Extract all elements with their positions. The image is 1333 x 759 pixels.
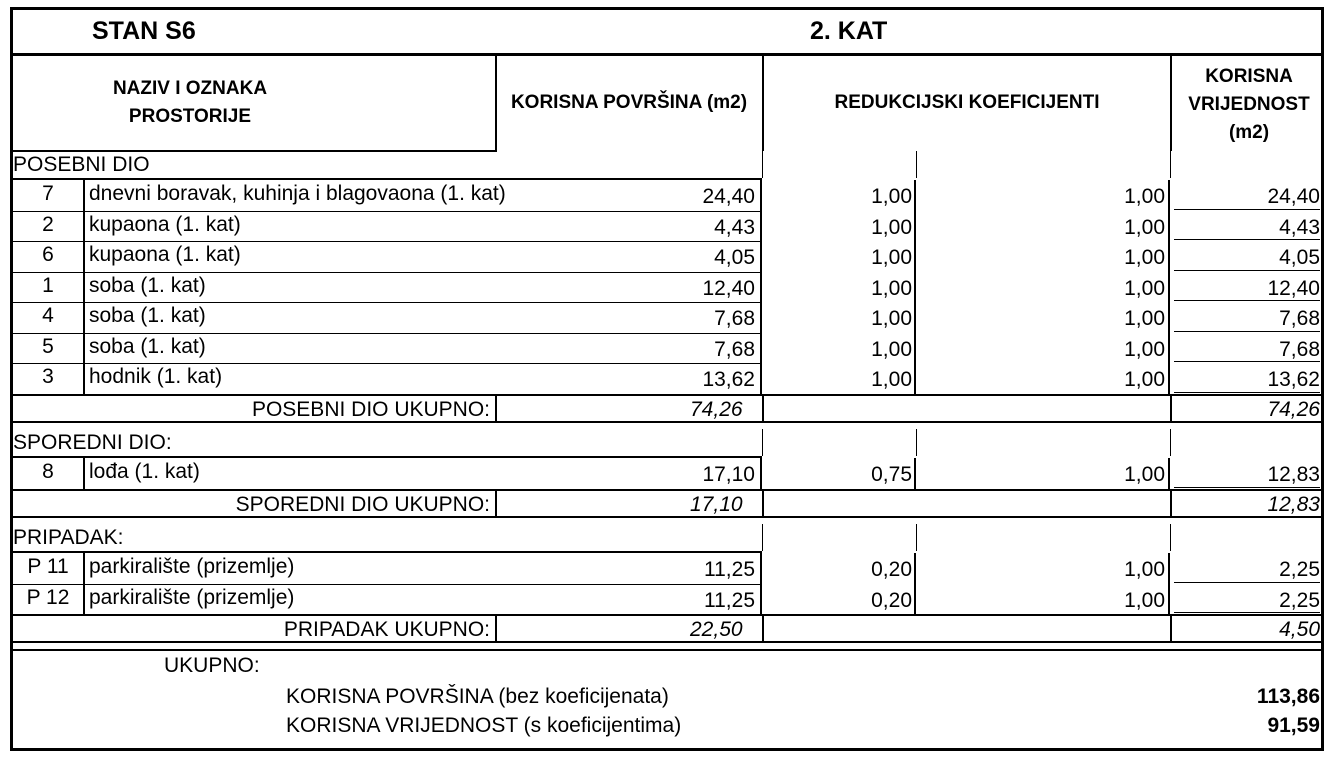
column-header-coef: REDUKCIJSKI KOEFICIJENTI	[834, 92, 1100, 113]
grid-line	[1174, 209, 1320, 210]
grid-line	[83, 180, 85, 211]
room-value: 4,05	[1279, 246, 1320, 269]
grid-line	[760, 363, 762, 394]
room-number: P 11	[27, 555, 69, 578]
section-title-border	[10, 178, 762, 180]
room-name: soba (1. kat)	[89, 304, 206, 327]
room-value: 2,25	[1279, 588, 1320, 612]
section-title: POSEBNI DIO	[13, 153, 150, 176]
outer-border-top	[10, 7, 1324, 10]
room-coef-1: 1,00	[871, 337, 912, 361]
grid-line	[1168, 458, 1170, 489]
grid-line	[1170, 429, 1171, 456]
room-number: P 12	[26, 585, 70, 609]
grid-line	[916, 524, 917, 551]
grid-line	[83, 211, 762, 212]
room-area: 11,25	[704, 558, 755, 581]
grid-line	[914, 363, 916, 394]
section-total-area: 74,26	[690, 397, 743, 421]
grid-line	[10, 211, 83, 212]
room-name: kupaona (1. kat)	[89, 212, 241, 236]
grid-line	[83, 272, 762, 273]
floor-title: 2. KAT	[810, 17, 888, 45]
total-row-border-bottom	[10, 421, 1324, 423]
room-coef-2: 1,00	[1124, 185, 1165, 208]
grid-line	[495, 614, 497, 642]
grid-line	[83, 333, 85, 364]
grid-line	[914, 302, 916, 333]
section-title-border	[10, 551, 762, 553]
room-number: 2	[42, 212, 54, 236]
section-title: SPOREDNI DIO:	[13, 431, 172, 454]
grid-line	[760, 211, 762, 242]
room-coef-2: 1,00	[1124, 558, 1165, 581]
room-number: 3	[42, 365, 54, 388]
grid-line	[914, 584, 916, 615]
grid-line	[762, 151, 763, 178]
room-number: 8	[42, 460, 54, 483]
room-coef-2: 1,00	[1124, 463, 1165, 486]
grid-line	[10, 333, 83, 334]
room-value: 24,40	[1267, 185, 1320, 208]
grid-line	[762, 394, 764, 422]
section-title-border	[10, 456, 762, 458]
grid-line	[83, 584, 762, 585]
room-value: 7,68	[1279, 337, 1320, 361]
grid-line	[83, 458, 85, 489]
room-value: 12,40	[1267, 276, 1320, 300]
room-value: 7,68	[1279, 307, 1320, 330]
section-total-value: 74,26	[1267, 397, 1320, 421]
room-area: 12,40	[702, 276, 755, 300]
grid-line	[1170, 614, 1172, 642]
column-header-value: KORISNA VRIJEDNOST (m2)	[1188, 66, 1310, 143]
grid-line	[1174, 612, 1320, 613]
unit-title: STAN S6	[92, 17, 196, 45]
grid-line	[83, 363, 762, 364]
grid-line	[83, 333, 762, 334]
room-area: 7,68	[714, 307, 755, 330]
room-value: 4,43	[1279, 215, 1320, 239]
section-total-label: PRIPADAK UKUPNO:	[283, 618, 490, 641]
grid-line	[1168, 180, 1170, 211]
grid-line	[914, 553, 916, 584]
room-value: 13,62	[1267, 368, 1320, 391]
grid-line	[495, 489, 497, 517]
grid-line	[83, 241, 762, 242]
title-row-border	[10, 53, 1324, 56]
grid-line	[83, 584, 85, 615]
grid-line	[914, 458, 916, 489]
grid-line	[760, 458, 762, 489]
room-coef-1: 1,00	[871, 307, 912, 330]
grid-line	[916, 429, 917, 456]
grid-line	[1170, 151, 1171, 178]
total-row-border-top	[10, 394, 1324, 396]
room-coef-1: 0,20	[871, 588, 912, 612]
grid-line	[10, 241, 83, 242]
header-bottom	[10, 150, 497, 152]
grid-line	[1168, 302, 1170, 333]
grid-line	[10, 363, 83, 364]
grid-line	[762, 429, 763, 456]
total-row-border-top	[10, 489, 1324, 491]
grid-line	[914, 272, 916, 303]
room-name: soba (1. kat)	[89, 334, 206, 358]
grid-line	[760, 272, 762, 303]
grid-line	[495, 394, 497, 422]
summary-title: UKUPNO:	[164, 654, 260, 677]
room-coef-2: 1,00	[1124, 588, 1165, 612]
grid-line	[1168, 584, 1170, 615]
grid-line	[1174, 361, 1320, 362]
grid-line	[914, 241, 916, 272]
room-area: 4,05	[714, 246, 755, 269]
room-name: hodnik (1. kat)	[89, 365, 223, 388]
grid-line	[760, 553, 762, 584]
grid-line	[10, 302, 83, 303]
grid-line	[1168, 553, 1170, 584]
room-area: 7,68	[714, 337, 755, 361]
grid-line	[1168, 272, 1170, 303]
grid-line	[1174, 487, 1320, 488]
grid-line	[1170, 489, 1172, 517]
section-total-area: 17,10	[690, 492, 743, 516]
grid-line	[760, 584, 762, 615]
room-coef-1: 0,20	[871, 558, 912, 581]
grid-line	[10, 584, 83, 585]
grid-line	[1174, 582, 1320, 583]
room-coef-1: 1,00	[871, 185, 912, 208]
room-name: parkiralište (prizemlje)	[89, 585, 295, 609]
grid-line	[914, 211, 916, 242]
room-name: dnevni boravak, kuhinja i blagovaona (1. kat)	[89, 182, 506, 205]
room-number: 4	[42, 304, 54, 327]
grid-line	[1168, 333, 1170, 364]
total-row-border-bottom	[10, 641, 1324, 643]
grid-line	[762, 614, 764, 642]
summary-value-value: 91,59	[1267, 714, 1320, 737]
total-row-border-top	[10, 614, 1324, 616]
grid-line	[83, 363, 85, 394]
room-area: 13,62	[702, 368, 755, 391]
header-sep	[1170, 56, 1172, 151]
column-header-area: KORISNA POVRŠINA (m2)	[510, 92, 748, 113]
summary-border	[10, 649, 1324, 651]
section-total-area: 22,50	[690, 618, 743, 641]
room-area: 17,10	[702, 463, 755, 486]
room-name: lođa (1. kat)	[89, 460, 200, 483]
room-value: 2,25	[1279, 558, 1320, 581]
grid-line	[83, 272, 85, 303]
room-coef-1: 1,00	[871, 368, 912, 391]
grid-line	[83, 302, 85, 333]
room-name: parkiralište (prizemlje)	[89, 555, 295, 578]
room-value: 12,83	[1267, 463, 1320, 486]
grid-line	[914, 180, 916, 211]
room-coef-2: 1,00	[1124, 276, 1165, 300]
grid-line	[762, 489, 764, 517]
grid-line	[760, 302, 762, 333]
grid-line	[83, 241, 85, 272]
grid-line	[10, 272, 83, 273]
section-total-value: 12,83	[1267, 492, 1320, 516]
room-area: 11,25	[704, 588, 755, 612]
grid-line	[1170, 524, 1171, 551]
section-total-label: SPOREDNI DIO UKUPNO:	[235, 492, 490, 516]
summary-area-value: 113,86	[1256, 685, 1320, 708]
grid-line	[1174, 239, 1320, 240]
room-coef-1: 1,00	[871, 215, 912, 239]
room-coef-2: 1,00	[1124, 307, 1165, 330]
grid-line	[1174, 331, 1320, 332]
grid-line	[1168, 211, 1170, 242]
grid-line	[760, 333, 762, 364]
summary-value-label: KORISNA VRIJEDNOST (s koeficijentima)	[286, 714, 682, 737]
room-number: 1	[42, 273, 54, 297]
room-coef-1: 0,75	[871, 463, 912, 486]
room-coef-2: 1,00	[1124, 368, 1165, 391]
section-total-label: POSEBNI DIO UKUPNO:	[251, 397, 490, 421]
room-number: 5	[42, 334, 54, 358]
room-name: kupaona (1. kat)	[89, 243, 241, 266]
room-area: 4,43	[714, 215, 755, 239]
outer-border-bottom	[10, 748, 1324, 751]
grid-line	[914, 333, 916, 364]
grid-line	[1174, 270, 1320, 271]
room-coef-1: 1,00	[871, 246, 912, 269]
grid-line	[83, 302, 762, 303]
room-area: 24,40	[702, 185, 755, 208]
total-row-border-bottom	[10, 516, 1324, 518]
section-title: PRIPADAK:	[13, 526, 124, 549]
grid-line	[760, 241, 762, 272]
grid-line	[83, 211, 85, 242]
room-number: 7	[42, 182, 54, 205]
room-coef-2: 1,00	[1124, 215, 1165, 239]
grid-line	[1170, 394, 1172, 422]
grid-line	[83, 553, 85, 584]
room-coef-1: 1,00	[871, 276, 912, 300]
summary-area-label: KORISNA POVRŠINA (bez koeficijenata)	[286, 685, 669, 708]
room-coef-2: 1,00	[1124, 337, 1165, 361]
grid-line	[1174, 392, 1320, 393]
room-name: soba (1. kat)	[89, 273, 206, 297]
room-coef-2: 1,00	[1124, 246, 1165, 269]
room-number: 6	[42, 243, 54, 266]
grid-line	[760, 180, 762, 211]
section-total-value: 4,50	[1279, 618, 1320, 641]
grid-line	[916, 151, 917, 178]
grid-line	[762, 524, 763, 551]
grid-line	[1168, 241, 1170, 272]
grid-line	[1168, 363, 1170, 394]
grid-line	[1174, 300, 1320, 301]
column-header-room: NAZIV I OZNAKA PROSTORIJE	[112, 78, 268, 127]
